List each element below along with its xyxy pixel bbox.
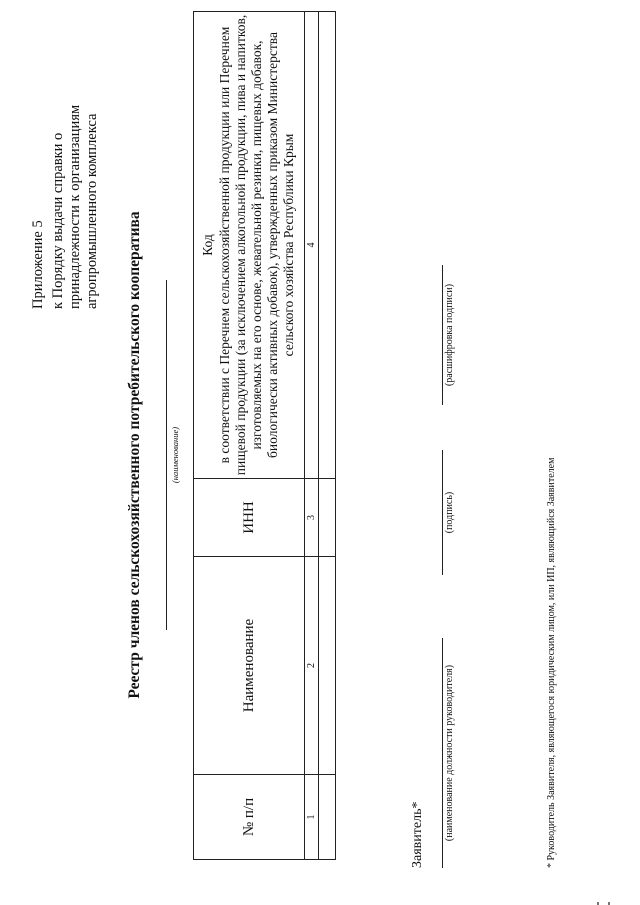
appendix-line: принадлежности к организациям [67,104,83,309]
applicant-label: Заявитель* [410,801,425,868]
position-caption: (наименование должности руководителя) [444,664,455,842]
footnote: * Руководитель Заявителя, являющегося юридическим лицом, или ИП, являющийся Заявителем [546,457,557,868]
header-name: Наименование [194,557,305,775]
appendix-title: Приложение 5 [30,220,46,309]
header-inn: ИНН [194,479,305,557]
signature-caption: (подпись) [444,491,455,534]
registry-title: Реестр членов сельскохозяйственного потребительского кооператива [126,211,143,699]
decoding-caption: (расшифровка подписи) [444,283,455,387]
table-header-row [194,12,305,860]
table-number-row [305,12,319,860]
header-code-title: Код [200,234,216,256]
header-num: № п/п [194,775,305,860]
table-cell[interactable] [319,775,336,860]
signature-line[interactable] [442,450,443,575]
column-number: 3 [305,479,319,557]
header-code [194,12,305,479]
appendix-subtitle [50,105,101,309]
header-code-text: в соответствии с Перечнем сельскохозяйственной продукции или Перечнем пищевой продукции (за исключением алкогольной продукции, пива и напитков, изготовляемых на его основе, жевательной резинки, пищевых добавок, биологически активных добавок), утвержденных приказом Министерства сельского хозяйства Республики Крым [216,14,297,476]
name-underline [166,280,167,630]
name-caption: (наименование) [170,426,180,484]
column-number: 1 [305,775,319,860]
table-cell[interactable] [319,12,336,479]
registry-table [193,11,336,860]
appendix-line: агропромышленного комплекса [84,113,100,309]
appendix-line: к Порядку выдачи справки о [50,132,66,309]
table-cell[interactable] [319,479,336,557]
position-line[interactable] [442,638,443,868]
column-number: 4 [305,12,319,479]
table-cell[interactable] [319,557,336,775]
column-number: 2 [305,557,319,775]
decoding-line[interactable] [442,265,443,405]
table-row [319,12,336,860]
